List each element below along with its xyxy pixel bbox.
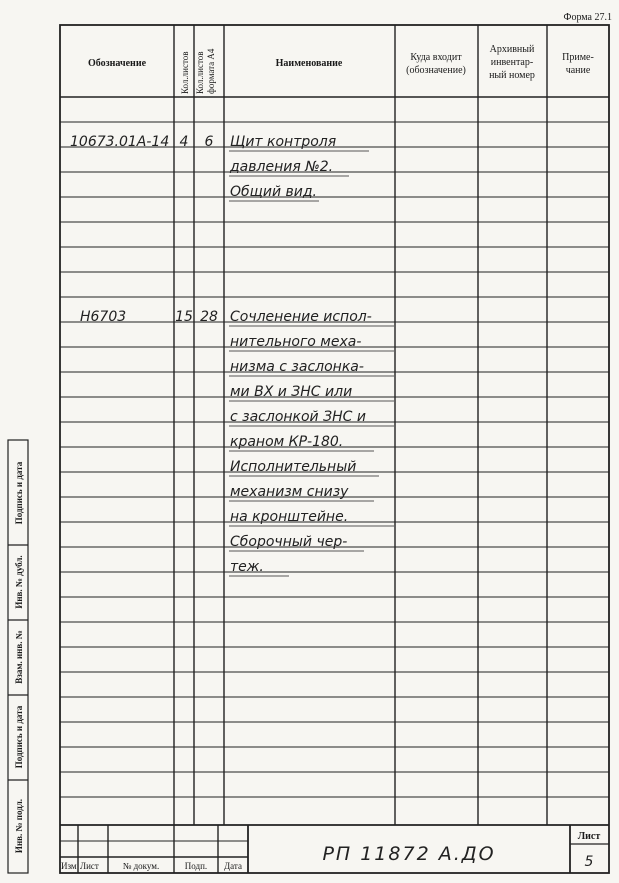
header-where-used-line1: Куда входит — [410, 52, 462, 63]
table-row — [230, 359, 364, 375]
table-row — [230, 334, 361, 350]
row-name: Общий вид. — [230, 184, 317, 200]
table-row — [70, 134, 336, 150]
row-name: на кронштейне. — [230, 509, 349, 525]
row-sheets: 4 — [179, 134, 189, 150]
row-name: ми ВХ и ЗНС или — [230, 384, 353, 400]
row-name: механизм снизу — [230, 484, 349, 500]
header-name: Наименование — [275, 58, 343, 69]
header-archive-line1: Архивный — [489, 44, 535, 55]
row-name: Исполнительный — [230, 459, 357, 475]
title-col-doc-no: № докум. — [122, 861, 160, 871]
row-name: теж. — [230, 559, 264, 575]
table-row — [229, 159, 333, 175]
sheet-label: Лист — [577, 831, 601, 842]
header-designation: Обозначение — [87, 58, 147, 69]
row-name: краном КР-180. — [230, 434, 344, 450]
row-name: Сборочный чер- — [230, 534, 348, 550]
header-sheets-a4-line1: Кол.листов — [195, 51, 205, 94]
row-a4: 6 — [204, 134, 214, 150]
row-a4: 28 — [200, 309, 218, 325]
table-row — [230, 184, 317, 200]
row-name: Щит контроля — [230, 134, 337, 150]
table-row — [230, 559, 264, 575]
title-col-date: Дата — [224, 861, 242, 871]
header-archive-line3: ный номер — [489, 70, 535, 81]
table-row — [80, 309, 372, 325]
row-designation: 10673.01А-14 — [70, 134, 170, 150]
document-code: РП 11872 А.ДО — [322, 843, 496, 865]
side-field-replace-inv: Взам. инв. № — [14, 630, 24, 684]
side-field-original-inv: Инв. № подл. — [14, 798, 24, 854]
table-row — [230, 509, 348, 525]
table-row — [230, 534, 347, 550]
side-field-signature-date-2: Подпись и дата — [14, 705, 24, 769]
row-name: Сочленение испол- — [230, 309, 372, 325]
row-sheets: 15 — [175, 309, 193, 325]
title-block — [60, 825, 609, 873]
row-designation: Н6703 — [80, 309, 127, 325]
title-col-sheet: Лист — [80, 861, 99, 871]
table-header — [60, 44, 609, 97]
header-note-line2: чание — [565, 65, 591, 76]
row-name: с заслонкой ЗНС и — [230, 409, 366, 425]
side-field-signature-date-1: Подпись и дата — [14, 461, 24, 525]
row-name: нительного меха- — [230, 334, 362, 350]
table-body — [70, 134, 372, 575]
table-row — [230, 409, 366, 425]
table-row — [230, 434, 343, 450]
table-row — [230, 484, 349, 500]
form-label: Форма 27.1 — [563, 12, 612, 23]
table-row — [230, 384, 352, 400]
header-sheets-a4-line2: формата А4 — [206, 48, 216, 94]
title-col-change: Изм — [61, 861, 77, 871]
header-where-used-line2: (обозначение) — [406, 65, 466, 76]
row-name: низма с заслонка- — [230, 359, 364, 375]
table-row — [230, 459, 356, 475]
sheet-number: 5 — [584, 854, 594, 870]
header-archive-line2: инвентар- — [490, 57, 534, 68]
side-field-dup-inv: Инв. № дубл. — [14, 555, 24, 609]
row-name: давления №2. — [230, 159, 334, 175]
header-note-line1: Приме- — [562, 52, 594, 63]
title-col-signature: Подп. — [184, 861, 208, 871]
header-sheets-count: Кол.листов — [180, 51, 190, 94]
binding-strip — [8, 440, 28, 873]
